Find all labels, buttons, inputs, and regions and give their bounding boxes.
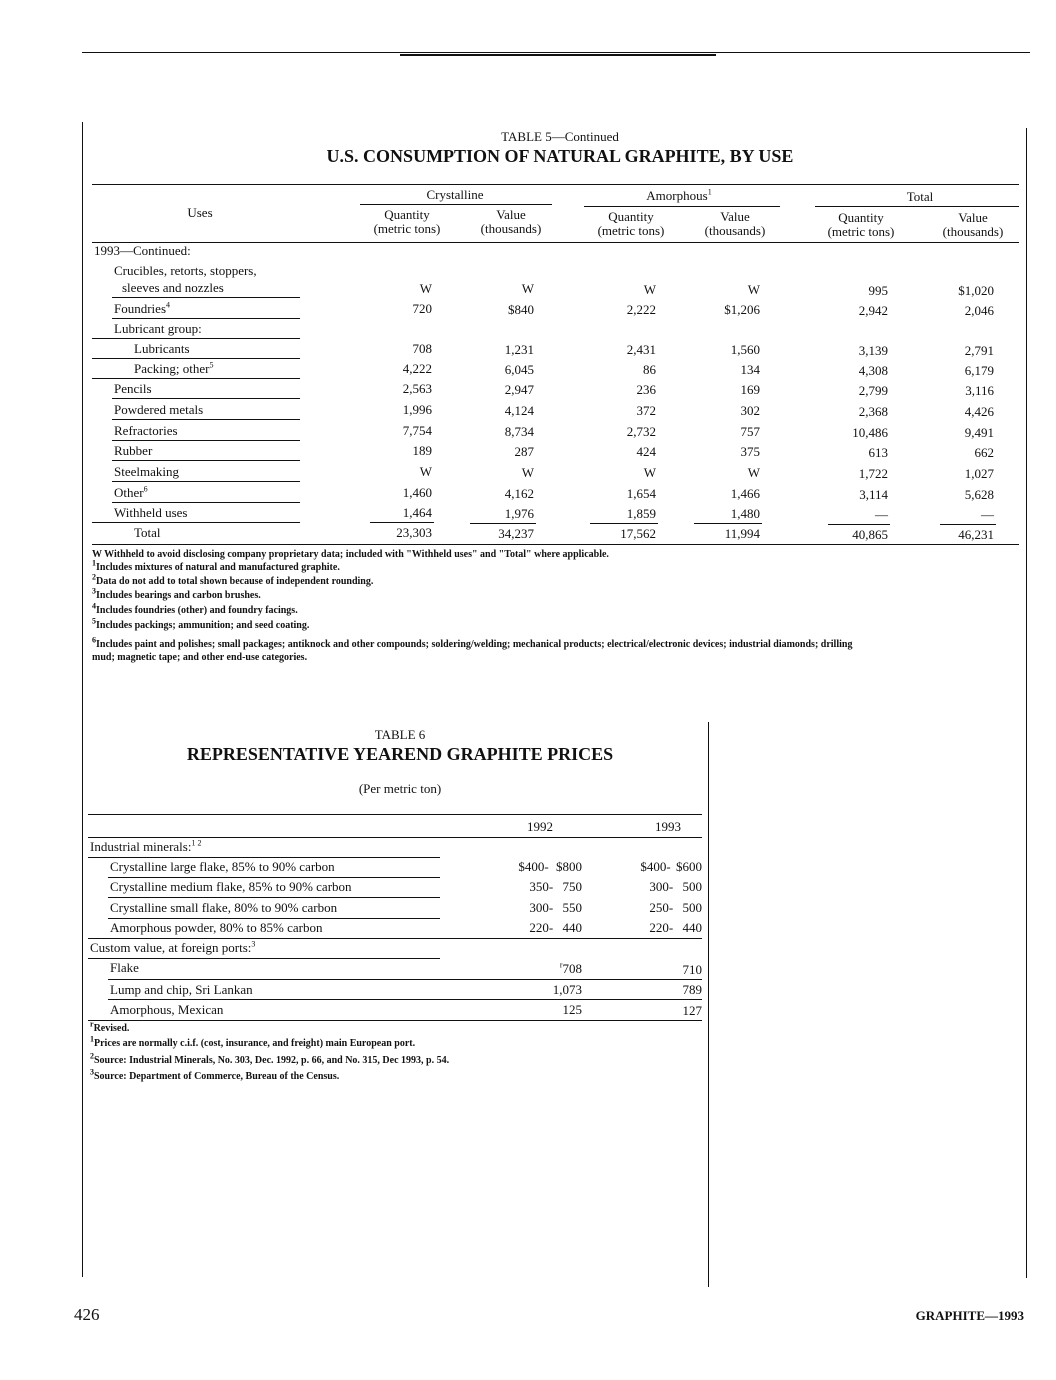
- cell-amor-val: W: [747, 465, 760, 480]
- table5-top-rule: [92, 184, 1019, 185]
- cell-amor-qty: 2,732: [626, 424, 656, 439]
- cell-amor-qty: 17,562: [620, 526, 656, 541]
- cell-tot-qty: 2,942: [858, 303, 888, 318]
- cell-tot-qty: 10,486: [852, 425, 888, 440]
- table5-crystalline-rule: [360, 204, 552, 205]
- table5-group-amorphous: Amorphous$^1$: [646, 187, 712, 203]
- cell-crys-qty: 23,303: [396, 525, 432, 540]
- row-label: Flake: [110, 960, 139, 975]
- cell-tot-qty: 40,865: [852, 527, 888, 542]
- cell-tot-val: 9,491: [964, 425, 994, 440]
- cell-tot-qty: 3,139: [858, 343, 888, 358]
- table5-footnote: $^3$Includes bearings and carbon brushes.: [92, 586, 261, 601]
- table5-footnote: $^4$Includes foundries (other) and foundry facings.: [92, 601, 298, 616]
- table6-year-1993: 1993: [655, 819, 681, 834]
- table5-footnote: $^2$Data do not add to total shown because of independent rounding.: [92, 572, 374, 587]
- frame-left-rule: [82, 122, 83, 1277]
- row-label: Packing; other$^5$: [134, 360, 214, 376]
- page-top-rule: [82, 52, 1030, 53]
- cell-crys-qty: 1,460: [402, 485, 432, 500]
- sum-rule: [590, 523, 658, 524]
- table5-crys-val-header: Value (thousands): [480, 207, 542, 236]
- table6-section-custom: Custom value, at foreign ports:$^3$: [90, 939, 256, 955]
- cell-crys-qty: 4,222: [402, 361, 432, 376]
- cell-1993: 789: [682, 982, 702, 997]
- cell-1993: 250- 500: [649, 900, 702, 915]
- cell-tot-qty: 1,722: [858, 466, 888, 481]
- cell-tot-val: 662: [974, 445, 994, 460]
- cell-1993: 300- 500: [649, 879, 702, 894]
- cell-crys-val: 4,124: [504, 403, 534, 418]
- cell-tot-val: 2,046: [964, 303, 994, 318]
- row-label: Foundries$^4$: [114, 300, 170, 316]
- cell-1992: 300- 550: [529, 900, 582, 915]
- table6-footnote: $^2$Source: Industrial Minerals, No. 303, Dec. 1992, p. 66, and No. 315, Dec 1993, p. 54.: [90, 1051, 450, 1066]
- row-label-line2: sleeves and nozzles: [122, 280, 224, 295]
- row-label: Amorphous, Mexican: [110, 1002, 224, 1017]
- table6-bottom-rule: [88, 1020, 702, 1021]
- cell-crys-val: W: [521, 465, 534, 480]
- cell-crys-qty: W: [419, 281, 432, 296]
- row-label: Total: [134, 525, 161, 540]
- cell-crys-val: 8,734: [504, 424, 534, 439]
- cell-crys-val: 6,045: [504, 362, 534, 377]
- row-rule: [112, 502, 300, 503]
- row-label: Powdered metals: [114, 402, 204, 417]
- cell-tot-qty: 995: [868, 283, 888, 298]
- cell-amor-val: 134: [740, 362, 760, 377]
- cell-crys-val: W: [521, 281, 534, 296]
- cell-1993: $400- $600: [640, 859, 702, 874]
- row-label: Crystalline small flake, 80% to 90% carbon: [110, 900, 338, 915]
- row-rule: [92, 522, 300, 523]
- row-label: Lubricants: [134, 341, 190, 356]
- table5-uses-header: Uses: [187, 205, 213, 220]
- row-rule: [112, 460, 300, 461]
- cell-amor-qty: 1,654: [626, 486, 656, 501]
- table6-section-industrial: Industrial minerals:$^{1 2}$: [90, 838, 202, 854]
- cell-1992: 220- 440: [529, 920, 582, 935]
- table6-label: TABLE 6: [374, 727, 426, 742]
- row-label: Pencils: [114, 381, 152, 396]
- table5-footnote: mud; magnetic tape; and other end-use categories.: [92, 652, 308, 663]
- sum-rule: [828, 524, 890, 525]
- cell-tot-val: 6,179: [964, 363, 994, 378]
- cell-1993: 127: [682, 1003, 702, 1018]
- cell-1993: 710: [682, 962, 702, 977]
- row-rule: [112, 440, 300, 441]
- row-rule: [108, 979, 702, 980]
- cell-amor-qty: 424: [636, 444, 656, 459]
- cell-amor-val: 1,466: [730, 486, 760, 501]
- row-rule: [108, 897, 440, 898]
- table5-crys-qty-header: Quantity (metric tons): [373, 207, 441, 236]
- cell-crys-val: 4,162: [504, 486, 534, 501]
- frame-right-rule: [1026, 128, 1027, 1278]
- cell-1992: 350- 750: [529, 879, 582, 894]
- row-rule: [108, 877, 440, 878]
- row-rule: [112, 419, 300, 420]
- cell-amor-qty: 86: [643, 362, 656, 377]
- table6-header-rule: [88, 837, 702, 838]
- row-label: Crystalline medium flake, 85% to 90% carbon: [110, 879, 352, 894]
- row-label: Other$^6$: [114, 484, 148, 500]
- table5-header-rule: [92, 242, 1019, 243]
- row-rule: [112, 318, 300, 319]
- table5-amor-val-header: Value (thousands): [704, 209, 766, 238]
- row-label: Crystalline large flake, 85% to 90% carbon: [110, 859, 335, 874]
- row-label: Steelmaking: [114, 464, 179, 479]
- row-rule: [88, 938, 702, 939]
- cell-crys-val: 2,947: [504, 382, 534, 397]
- row-label: Rubber: [114, 443, 153, 458]
- cell-tot-qty: 3,114: [859, 487, 888, 502]
- table5-group-crystalline: Crystalline: [426, 187, 484, 202]
- cell-amor-val: 11,994: [724, 526, 760, 541]
- table5-amorphous-rule: [584, 206, 780, 207]
- row-label: Crucibles, retorts, stoppers,: [114, 263, 257, 278]
- cell-amor-qty: 372: [636, 403, 656, 418]
- table5-footnote: $^1$Includes mixtures of natural and manufactured graphite.: [92, 558, 340, 573]
- cell-crys-qty: W: [419, 464, 432, 479]
- sum-rule: [370, 522, 434, 523]
- cell-tot-val: —: [981, 507, 994, 522]
- table5-bottom-rule: [92, 544, 1019, 545]
- cell-crys-qty: 189: [412, 443, 432, 458]
- cell-tot-qty: 2,799: [858, 383, 888, 398]
- cell-tot-val: 1,027: [964, 466, 994, 481]
- row-rule: [112, 297, 300, 298]
- cell-amor-qty: 2,222: [626, 302, 656, 317]
- table5-footnote: $^6$Includes paint and polishes; small packages; antiknock and other compounds; soldering/welding; mechanical products; electrical/electronic devices; industrial diamonds; drilling: [92, 635, 853, 650]
- table5-total-rule: [815, 206, 1019, 207]
- cell-amor-val: 1,480: [730, 506, 760, 521]
- cell-tot-qty: 613: [868, 445, 888, 460]
- row-label: Lump and chip, Sri Lankan: [110, 982, 253, 997]
- cell-1992: 1,073: [552, 982, 582, 997]
- page-number: 426: [74, 1305, 100, 1324]
- cell-amor-qty: W: [643, 282, 656, 297]
- row-rule: [108, 999, 702, 1000]
- cell-amor-val: 757: [740, 424, 760, 439]
- cell-amor-qty: W: [643, 465, 656, 480]
- table5-footnote: W Withheld to avoid disclosing company proprietary data; included with "Withheld uses" and "Total" where applicable.: [92, 549, 609, 560]
- cell-amor-val: 302: [740, 403, 760, 418]
- table6-footnote: $^3$Source: Department of Commerce, Bureau of the Census.: [90, 1067, 340, 1082]
- cell-amor-qty: 2,431: [626, 342, 656, 357]
- cell-tot-val: 46,231: [958, 527, 994, 542]
- sum-rule: [694, 523, 762, 524]
- row-rule: [112, 481, 300, 482]
- cell-1992: $^r$708: [559, 960, 582, 976]
- cell-tot-val: 4,426: [964, 404, 994, 419]
- cell-tot-qty: 4,308: [858, 363, 888, 378]
- cell-amor-val: $1,206: [724, 302, 760, 317]
- cell-crys-val: 1,231: [504, 342, 534, 357]
- cell-amor-qty: 236: [636, 382, 656, 397]
- cell-crys-qty: 720: [412, 301, 432, 316]
- cell-crys-val: 1,976: [504, 506, 534, 521]
- cell-1993: 220- 440: [649, 920, 702, 935]
- table5-amor-qty-header: Quantity (metric tons): [597, 209, 665, 238]
- cell-1992: $400- $800: [518, 859, 582, 874]
- row-label: Refractories: [114, 423, 178, 438]
- row-rule: [88, 857, 440, 858]
- cell-tot-qty: 2,368: [858, 404, 888, 419]
- table6-title: REPRESENTATIVE YEAREND GRAPHITE PRICES: [186, 744, 614, 764]
- cell-crys-val: $840: [508, 302, 534, 317]
- row-rule: [92, 358, 300, 359]
- table6-subtitle: (Per metric ton): [358, 781, 442, 796]
- sum-rule: [470, 523, 536, 524]
- cell-amor-val: 375: [740, 444, 760, 459]
- table6-footnote: $^r$Revised.: [90, 1019, 130, 1034]
- cell-tot-qty: —: [875, 507, 888, 522]
- cell-crys-qty: 2,563: [402, 381, 432, 396]
- table5-label: TABLE 5—Continued: [501, 129, 619, 144]
- row-rule: [88, 958, 440, 959]
- table5-year-label: 1993—Continued:: [94, 243, 191, 258]
- cell-1992: 125: [562, 1002, 582, 1017]
- table5-tot-qty-header: Quantity (metric tons): [827, 210, 895, 239]
- cell-tot-val: 5,628: [964, 487, 994, 502]
- row-label: Amorphous powder, 80% to 85% carbon: [110, 920, 323, 935]
- cell-amor-val: 1,560: [730, 342, 760, 357]
- table5-title: U.S. CONSUMPTION OF NATURAL GRAPHITE, BY USE: [326, 146, 794, 166]
- cell-crys-val: 287: [514, 444, 534, 459]
- row-rule: [92, 338, 300, 339]
- table5-group-total: Total: [906, 189, 934, 204]
- cell-crys-val: 34,237: [498, 526, 534, 541]
- cell-amor-val: 169: [740, 382, 760, 397]
- frame-middle-rule: [708, 722, 709, 1287]
- table5-footnote: $^5$Includes packings; ammunition; and seed coating.: [92, 616, 310, 631]
- cell-amor-qty: 1,859: [626, 506, 656, 521]
- cell-crys-qty: 1,996: [402, 402, 432, 417]
- row-rule: [112, 398, 300, 399]
- running-title: GRAPHITE—1993: [915, 1308, 1024, 1323]
- table6-year-1992: 1992: [527, 819, 553, 834]
- cell-tot-val: 3,116: [965, 383, 994, 398]
- page-top-rule-thick: [400, 54, 716, 56]
- table6-footnote: $^1$Prices are normally c.i.f. (cost, insurance, and freight) main European port.: [90, 1034, 416, 1049]
- cell-amor-val: W: [747, 282, 760, 297]
- sum-rule: [940, 524, 996, 525]
- table5-tot-val-header: Value (thousands): [942, 210, 1004, 239]
- table6-top-rule: [88, 814, 702, 815]
- row-rule: [92, 378, 300, 379]
- cell-tot-val: 2,791: [964, 343, 994, 358]
- row-label: Withheld uses: [114, 505, 188, 520]
- cell-tot-val: $1,020: [958, 283, 994, 298]
- cell-crys-qty: 708: [412, 341, 432, 356]
- cell-crys-qty: 7,754: [402, 423, 432, 438]
- row-rule: [108, 918, 440, 919]
- cell-crys-qty: 1,464: [402, 505, 432, 520]
- row-label: Lubricant group:: [114, 321, 202, 336]
